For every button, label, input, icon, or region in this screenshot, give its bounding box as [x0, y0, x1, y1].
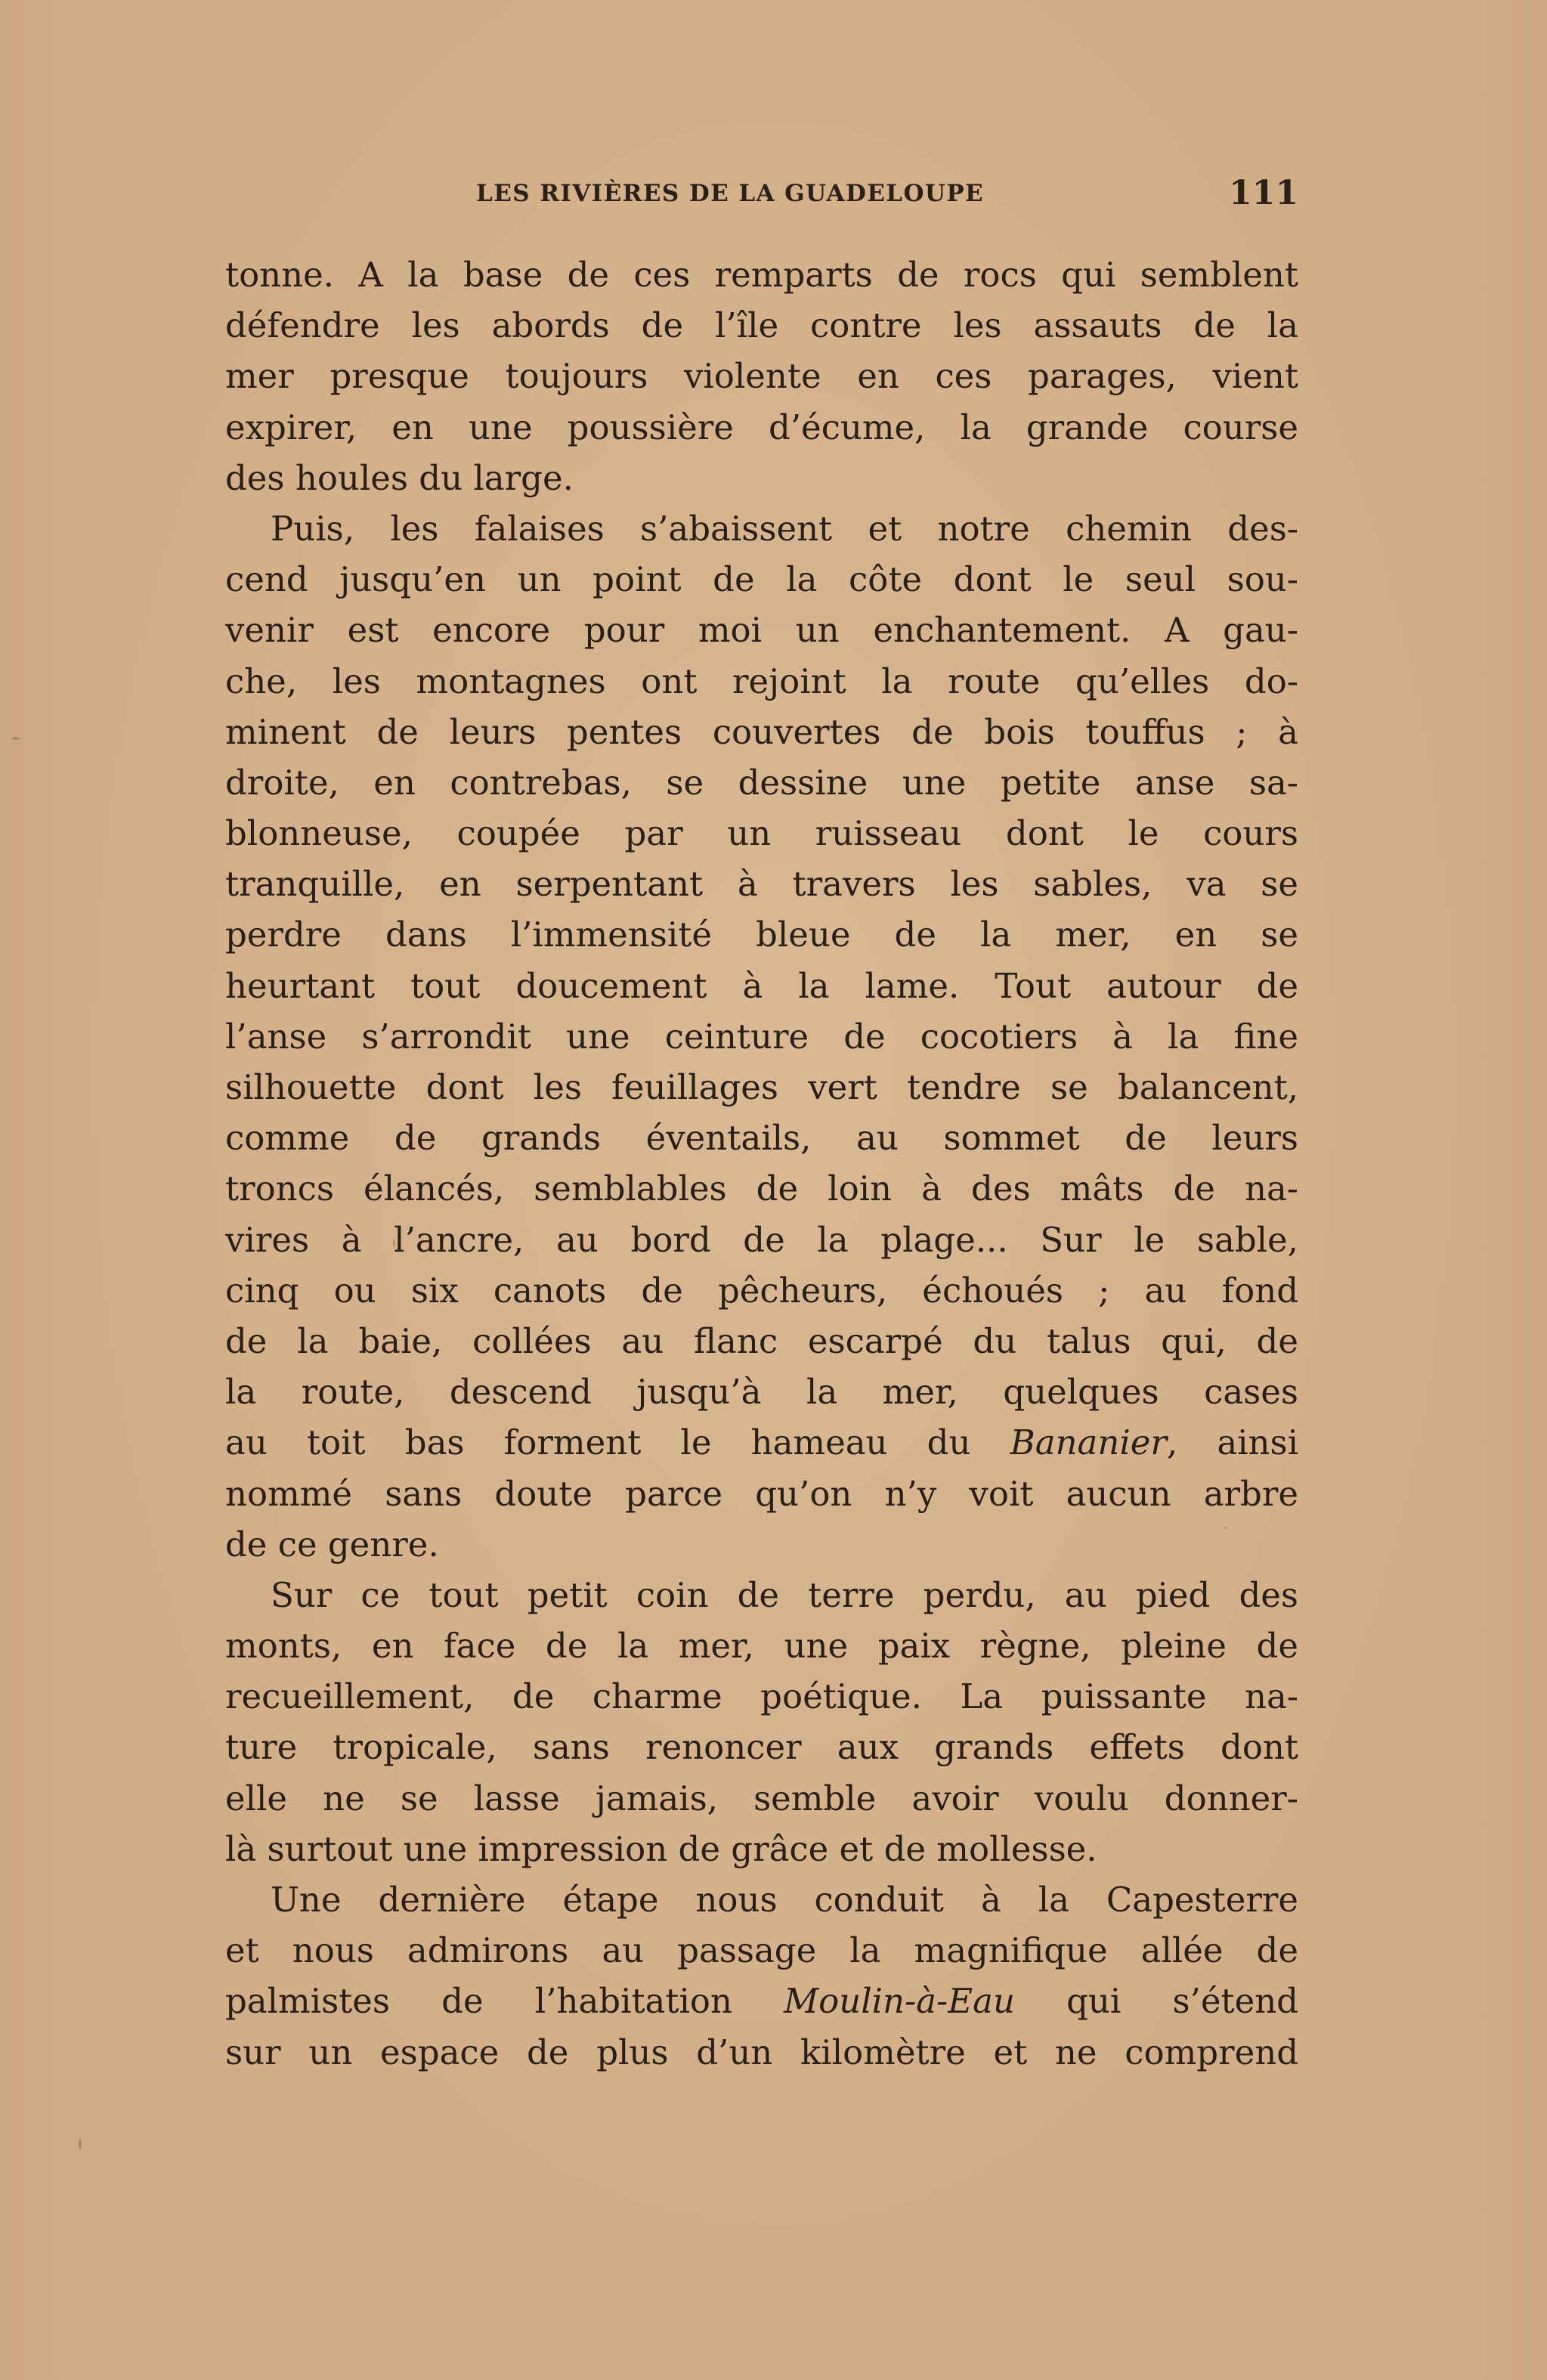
text-line: expirer, en une poussière d’écume, la grande course [225, 407, 1298, 447]
text-line: heurtant tout doucement à la lame. Tout autour de [225, 965, 1298, 1006]
line-segment: qui s’étend [1014, 1981, 1298, 2022]
text-line: cinq ou six canots de pêcheurs, échoués ; au fond [225, 1270, 1298, 1311]
text-line: droite, en contrebas, se dessine une petite anse sa- [225, 762, 1298, 803]
text-line: comme de grands éventails, au sommet de leurs [225, 1118, 1298, 1159]
text-line: minent de leurs pentes couvertes de bois touffus ; à [225, 711, 1298, 752]
page-number: 111 [1229, 174, 1298, 212]
text-line: mer presque toujours violente en ces parages, vient [225, 356, 1298, 397]
text-line: défendre les abords de l’île contre les assauts de la [225, 305, 1298, 346]
body-text [225, 249, 1298, 2078]
text-line-with-italic [225, 1417, 1298, 1468]
text-line: la route, descend jusqu’à la mer, quelques cases [225, 1372, 1298, 1413]
text-line: troncs élancés, semblables de loin à des mâts de na- [225, 1168, 1298, 1209]
text-line: l’anse s’arrondit une ceinture de cocotiers à la fine [225, 1016, 1298, 1057]
paragraph-start-line: Sur ce tout petit coin de terre perdu, au pied des [271, 1574, 1298, 1615]
text-line: cend jusqu’en un point de la côte dont le seul sou- [225, 559, 1298, 600]
text-line: des houles du large. [225, 457, 574, 498]
text-line: monts, en face de la mer, une paix règne, pleine de [225, 1626, 1298, 1667]
paper-speck [1224, 1527, 1227, 1529]
running-head [225, 175, 1298, 221]
text-line: et nous admirons au passage la magnifique allée de [225, 1930, 1298, 1971]
text-line: là surtout une impression de grâce et de mollesse. [225, 1828, 1097, 1869]
text-line: de la baie, collées au flanc escarpé du talus qui, de [225, 1320, 1298, 1361]
text-line: recueillement, de charme poétique. La puissante na- [225, 1676, 1298, 1717]
line-segment: au toit bas forment le hameau du [225, 1422, 1010, 1463]
text-line: de ce genre. [225, 1524, 439, 1564]
line-segment: , ainsi [1166, 1422, 1298, 1463]
paragraph-start-line: Puis, les falaises s’abaissent et notre chemin des- [271, 508, 1298, 549]
text-line: tranquille, en serpentant à travers les sables, va se [225, 864, 1298, 905]
text-line: ture tropicale, sans renoncer aux grands effets dont [225, 1727, 1298, 1768]
text-line: silhouette dont les feuillages vert tendre se balancent, [225, 1067, 1298, 1107]
text-line: nommé sans doute parce qu’on n’y voit aucun arbre [225, 1473, 1298, 1514]
italic-place-name: Bananier [1010, 1422, 1167, 1463]
paragraph-start-line: Une dernière étape nous conduit à la Capesterre [271, 1880, 1298, 1920]
text-line-with-italic [225, 1976, 1298, 2026]
text-line: vires à l’ancre, au bord de la plage... Sur le sable, [225, 1219, 1298, 1260]
paper-speck [79, 2139, 82, 2149]
text-line: venir est encore pour moi un enchantement. A gau- [225, 610, 1298, 651]
text-line: perdre dans l’immensité bleue de la mer, en se [225, 915, 1298, 955]
paper-speck [12, 737, 20, 740]
running-title: LES RIVIÈRES DE LA GUADELOUPE [476, 180, 985, 207]
paper-speck [393, 1240, 395, 1247]
italic-place-name: Moulin-à-Eau [784, 1981, 1015, 2022]
text-line: tonne. A la base de ces remparts de rocs qui semblent [225, 255, 1298, 295]
line-segment: palmistes de l’habitation [225, 1981, 784, 2022]
text-line: che, les montagnes ont rejoint la route qu’elles do- [225, 661, 1298, 701]
text-line: blonneuse, coupée par un ruisseau dont le cours [225, 813, 1298, 854]
text-line: elle ne se lasse jamais, semble avoir voulu donner- [225, 1778, 1298, 1818]
text-line: sur un espace de plus d’un kilomètre et ne comprend [225, 2032, 1298, 2072]
